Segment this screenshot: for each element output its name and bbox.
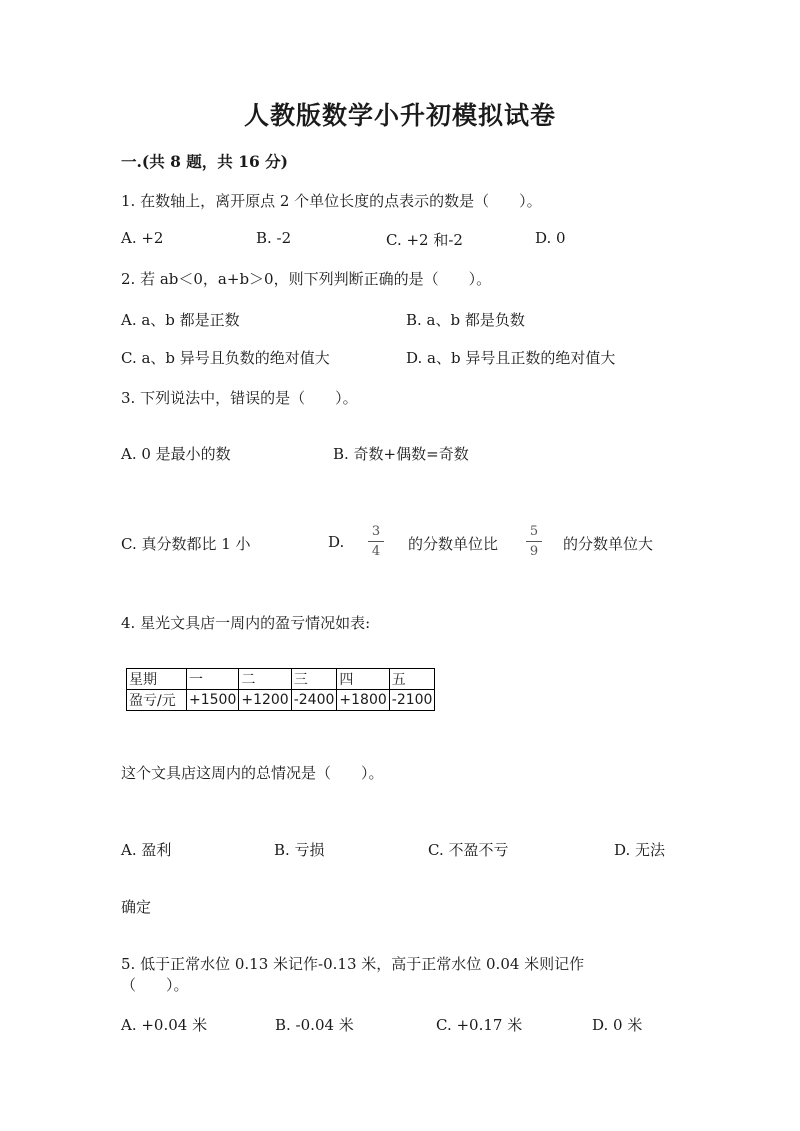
table-cell: -2400	[291, 690, 337, 711]
table-cell: 四	[337, 669, 389, 690]
page-title: 人教版数学小升初模拟试卷	[243, 101, 556, 130]
table-row	[127, 690, 435, 711]
table-cell: 盈亏/元	[127, 690, 187, 711]
fraction-bar	[368, 541, 384, 542]
question-4-stem: 4. 星光文具店一周内的盈亏情况如表:	[121, 614, 371, 632]
question-5-stem: 5. 低于正常水位 0.13 米记作-0.13 米，高于正常水位 0.04 米则记作	[121, 955, 585, 973]
q1-option-a: A. +2	[121, 229, 164, 247]
table-cell: 二	[239, 669, 291, 690]
q1-option-b: B. -2	[256, 229, 292, 247]
q3-option-d-label: D.	[328, 533, 345, 551]
table-header-row	[127, 669, 435, 690]
profit-loss-table	[126, 668, 435, 711]
q4-option-b: B. 亏损	[274, 841, 325, 859]
table-cell: +1500	[187, 690, 239, 711]
table-cell: 三	[291, 669, 337, 690]
q5-option-d: D. 0 米	[592, 1016, 643, 1034]
question-2-stem: 2. 若 ab＜0，a+b＞0，则下列判断正确的是（ ）。	[121, 270, 492, 288]
fraction-three-quarters	[368, 524, 384, 559]
fraction-denominator: 9	[529, 544, 539, 559]
q1-option-d: D. 0	[535, 229, 566, 247]
q3-option-d-middle: 的分数单位比	[408, 535, 499, 553]
table-cell: 星期	[127, 669, 187, 690]
question-1-stem: 1. 在数轴上，离开原点 2 个单位长度的点表示的数是（ ）。	[121, 192, 542, 210]
table-cell: 五	[389, 669, 435, 690]
q5-option-c: C. +0.17 米	[436, 1016, 523, 1034]
q4-option-a: A. 盈利	[121, 841, 172, 859]
fraction-numerator: 5	[529, 524, 539, 539]
fraction-five-ninths	[526, 524, 542, 559]
q1-option-c: C. +2 和-2	[386, 231, 463, 249]
q3-option-a: A. 0 是最小的数	[121, 445, 231, 463]
question-4-prompt: 这个文具店这周内的总情况是（ ）。	[121, 764, 384, 782]
table-cell: +1200	[239, 690, 291, 711]
section-heading: 一.(共 8 题，共 16 分)	[121, 152, 289, 171]
q3-option-d-end: 的分数单位大	[563, 535, 654, 553]
table-cell: +1800	[337, 690, 389, 711]
q2-option-a: A. a、b 都是正数	[121, 311, 240, 329]
q4-option-d-continued: 确定	[121, 898, 152, 916]
q5-option-b: B. -0.04 米	[275, 1016, 354, 1034]
q4-option-d: D. 无法	[614, 841, 666, 859]
fraction-numerator: 3	[371, 524, 381, 539]
table-cell: -2100	[389, 690, 435, 711]
table-cell: 一	[187, 669, 239, 690]
q3-option-c: C. 真分数都比 1 小	[121, 535, 251, 553]
fraction-denominator: 4	[371, 544, 381, 559]
q4-option-c: C. 不盈不亏	[428, 841, 509, 859]
q2-option-c: C. a、b 异号且负数的绝对值大	[121, 349, 330, 367]
question-3-stem: 3. 下列说法中，错误的是（ ）。	[121, 389, 358, 407]
q2-option-d: D. a、b 异号且正数的绝对值大	[406, 349, 616, 367]
fraction-bar	[526, 541, 542, 542]
q5-option-a: A. +0.04 米	[121, 1016, 208, 1034]
q2-option-b: B. a、b 都是负数	[406, 311, 525, 329]
q3-option-b: B. 奇数+偶数=奇数	[333, 445, 469, 463]
question-5-stem-continued: （ ）。	[121, 976, 189, 994]
